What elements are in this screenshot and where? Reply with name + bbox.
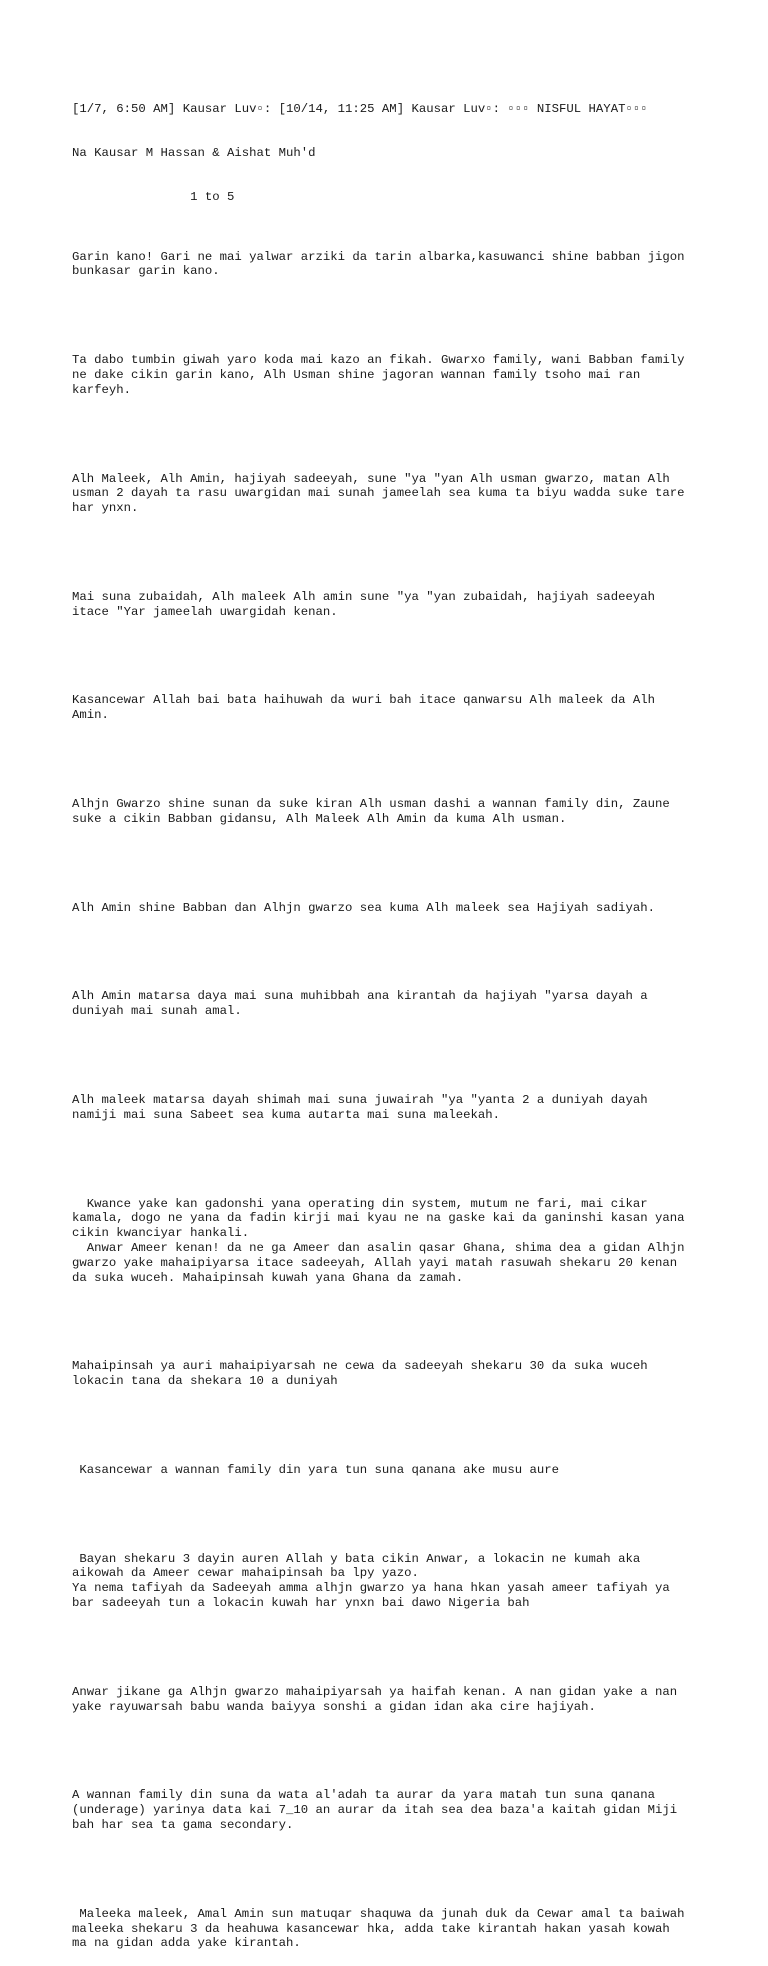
page-range-line: 1 to 5 [72,190,235,205]
paragraph: Kasancewar a wannan family din yara tun suna qanana ake musu aure [72,1462,560,1477]
paragraph: Alh Maleek, Alh Amin, hajiyah sadeeyah, sune "ya "yan Alh usman gwarzo, matan Alh usman 2 dayah ta rasu uwargidan mai sunah jameelah sea kuma ta biyu wadda suke tare har ynxn. [72,471,685,516]
paragraph-gap [72,649,712,664]
paragraph: Anwar jikane ga Alhjn gwarzo mahaipiyarsah ya haifah kenan. A nan gidan yake a nan yake rayuwarsah babu wanda baiyya sonshi a gidan idan aka cire hajiyah. [72,1684,678,1714]
paragraph: Bayan shekaru 3 dayin auren Allah y bata cikin Anwar, a lokacin ne kumah aka aikowah da Ameer cewar mahaipinsah ba lpy yazo. Ya nema tafiyah da Sadeeyah amma alhjn gwarzo ya hana hkan yasah ameer tafiyah ya bar sadeeyah tun a lokacin kuwah har ynxn bai dawo Nigeria bah [72,1551,670,1611]
paragraph-gap [72,1419,712,1434]
chat-header-line: [1/7, 6:50 AM] Kausar Luv▫: [10/14, 11:25 AM] Kausar Luv▫: ▫▫▫ NISFUL HAYAT▫▫▫ [72,101,648,116]
paragraph: Alhjn Gwarzo shine sunan da suke kiran Alh usman dashi a wannan family din, Zaune suke a cikin Babban gidansu, Alh Maleek Alh Amin da kuma Alh usman. [72,797,670,826]
paragraph-gap [72,309,712,324]
paragraph-gap [72,945,712,960]
paragraph-gap [72,546,712,561]
paragraph: Alh Amin matarsa daya mai suna muhibbah ana kirantah da hajiyah "yarsa dayah a duniyah mai sunah amal. [72,989,648,1019]
paragraph-gap [72,1315,712,1330]
paragraph-gap [72,856,712,871]
paragraph-gap [72,1152,712,1167]
paragraph-gap [72,427,712,442]
paragraph-gap [72,1640,712,1655]
document-page [72,72,712,1966]
paragraph-gap [72,753,712,768]
paragraph-gap [72,1862,712,1877]
paragraph: Garin kano! Gari ne mai yalwar arziki da tarin albarka,kasuwanci shine babban jigon bunkasar garin kano. [72,249,685,279]
paragraph-gap [72,1744,712,1759]
paragraph: Mai suna zubaidah, Alh maleek Alh amin sune "ya "yan zubaidah, hajiyah sadeeyah itace "Yar jameelah uwargidah kenan. [72,589,655,619]
paragraph: Kasancewar Allah bai bata haihuwah da wuri bah itace qanwarsu Alh maleek da Alh Amin. [72,693,655,723]
paragraph-gap [72,1049,712,1064]
paragraph: Maleeka maleek, Amal Amin sun matuqar shaquwa da junah duk da Cewar amal ta baiwah maleeka shekaru 3 da heahuwa kasancewar hka, adda take kirantah hakan yasah kowah ma na gidan adda yake kirantah. [72,1906,685,1951]
paragraph: A wannan family din suna da wata al'adah ta aurar da yara matah tun suna qanana (underage) yarinya data kai 7_10 an aurar da itah sea dea baza'a kaitah gidan Miji bah har sea ta gama secondary. [72,1788,678,1833]
author-line: Na Kausar M Hassan & Aishat Muh'd [72,145,316,160]
paragraph-gap [72,1507,712,1522]
paragraph: Kwance yake kan gadonshi yana operating din system, mutum ne fari, mai cikar kamala, dogo ne yana da fadin kirji mai kyau ne na gaske kai da ganinshi kasan yana cikin kwanciyar hankali. Anwar Ameer kenan! da ne ga Ameer dan asalin qasar Ghana, shima dea a gidan Alhjn gwarzo yake mahaipiyarsa itace sadeeyah, Allah yayi matah rasuwah shekaru 20 kenan da suka wuceh. Mahaipinsah kuwah yana Ghana da zamah. [72,1196,685,1285]
paragraph: Ta dabo tumbin giwah yaro koda mai kazo an fikah. Gwarxo family, wani Babban family ne dake cikin garin kano, Alh Usman shine jagoran wannan family tsoho mai ran karfeyh. [72,353,685,397]
paragraph: Alh maleek matarsa dayah shimah mai suna juwairah "ya "yanta 2 a duniyah dayah namiji mai suna Sabeet sea kuma autarta mai suna maleekah. [72,1092,648,1122]
paragraph: Mahaipinsah ya auri mahaipiyarsah ne cewa da sadeeyah shekaru 30 da suka wuceh lokacin tana da shekara 10 a duniyah [72,1359,648,1389]
paragraph: Alh Amin shine Babban dan Alhjn gwarzo sea kuma Alh maleek sea Hajiyah sadiyah. [72,900,655,915]
